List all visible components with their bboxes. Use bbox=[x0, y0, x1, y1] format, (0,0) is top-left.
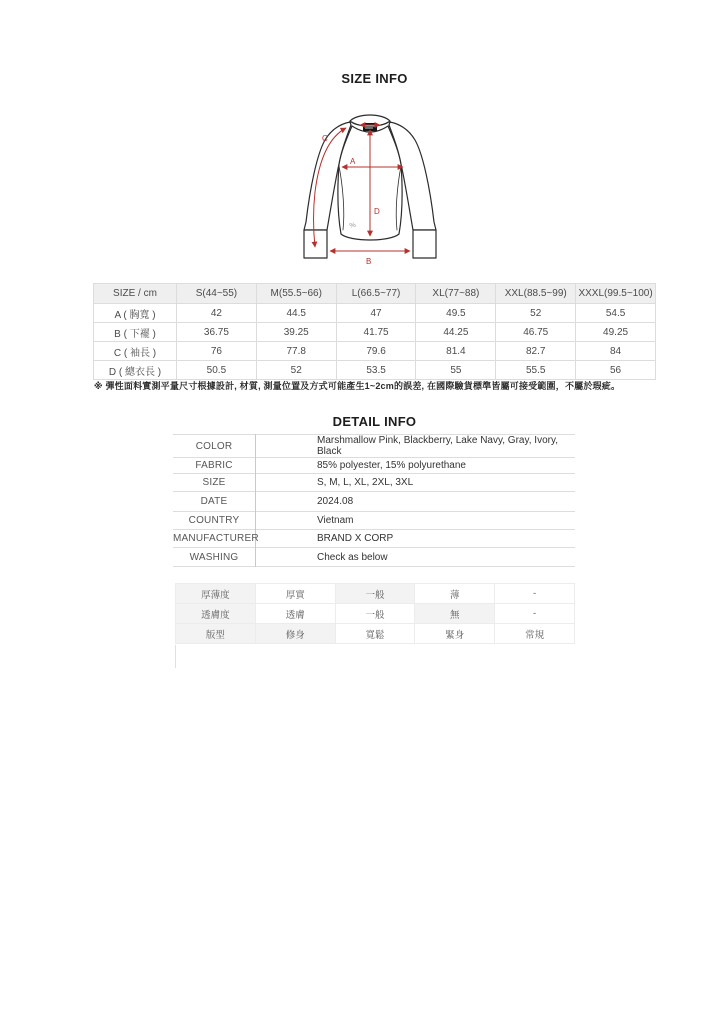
detail-label: MANUFACTURER bbox=[173, 530, 256, 548]
size-cell: 50.5 bbox=[177, 361, 257, 380]
size-cell: 82.7 bbox=[496, 342, 576, 361]
attr-option: 一般 bbox=[335, 604, 415, 624]
attr-option: 寬鬆 bbox=[335, 624, 415, 644]
collar-tag-icon bbox=[363, 123, 377, 131]
size-cell: 76 bbox=[177, 342, 257, 361]
size-table bbox=[93, 283, 656, 380]
attr-option: 透膚 bbox=[255, 604, 335, 624]
attr-option: 緊身 bbox=[415, 624, 495, 644]
attr-option-selected: 修身 bbox=[255, 624, 335, 644]
attr-option: 常規 bbox=[495, 624, 575, 644]
size-cell: 56 bbox=[576, 361, 656, 380]
size-table-header-cell: L(66.5~77) bbox=[336, 284, 416, 304]
table-row bbox=[94, 342, 656, 361]
size-table-header-cell: S(44~55) bbox=[177, 284, 257, 304]
table-row bbox=[173, 435, 575, 458]
detail-label: COLOR bbox=[173, 435, 256, 458]
table-row bbox=[176, 584, 575, 604]
label-a: A bbox=[350, 157, 356, 166]
detail-label: SIZE bbox=[173, 474, 256, 492]
detail-value: BRAND X CORP bbox=[317, 533, 394, 544]
detail-value: Check as below bbox=[317, 551, 388, 563]
size-table-header-cell: XXXL(99.5~100) bbox=[576, 284, 656, 304]
table-row bbox=[176, 604, 575, 624]
row-label: C ( 袖長 ) bbox=[94, 342, 177, 361]
detail-info-title: DETAIL INFO bbox=[332, 414, 417, 429]
size-cell: 55 bbox=[416, 361, 496, 380]
attr-label: 版型 bbox=[176, 624, 256, 644]
size-cell: 49.25 bbox=[576, 323, 656, 342]
detail-table bbox=[173, 434, 575, 567]
table-row bbox=[173, 492, 575, 512]
detail-value: 85% polyester, 15% polyurethane bbox=[317, 460, 466, 471]
detail-label: COUNTRY bbox=[173, 512, 256, 530]
detail-value: Marshmallow Pink, Blackberry, Lake Navy, Gray, Ivory, Black bbox=[317, 435, 558, 457]
size-cell: 77.8 bbox=[256, 342, 336, 361]
size-cell: 49.5 bbox=[416, 304, 496, 323]
size-cell: 81.4 bbox=[416, 342, 496, 361]
detail-label: WASHING bbox=[173, 548, 256, 567]
attr-option-selected: 一般 bbox=[335, 584, 415, 604]
size-info-title: SIZE INFO bbox=[341, 71, 408, 86]
size-table-header-cell: XXL(88.5~99) bbox=[496, 284, 576, 304]
attribute-table bbox=[175, 583, 575, 644]
attr-label: 透膚度 bbox=[176, 604, 256, 624]
size-cell: 44.25 bbox=[416, 323, 496, 342]
detail-label: DATE bbox=[173, 492, 256, 512]
row-label: A ( 胸寬 ) bbox=[94, 304, 177, 323]
attr-label: 厚薄度 bbox=[176, 584, 256, 604]
attr-option: - bbox=[495, 604, 575, 624]
detail-value: Vietnam bbox=[317, 515, 354, 526]
table-row bbox=[173, 474, 575, 492]
label-d: D bbox=[374, 207, 380, 216]
next-section-border bbox=[175, 645, 176, 668]
table-row bbox=[176, 624, 575, 644]
size-cell: 53.5 bbox=[336, 361, 416, 380]
size-cell: 41.75 bbox=[336, 323, 416, 342]
table-row bbox=[94, 361, 656, 380]
attr-option: 厚實 bbox=[255, 584, 335, 604]
label-b: B bbox=[366, 257, 372, 266]
table-row bbox=[173, 458, 575, 474]
size-table-header-row bbox=[94, 284, 656, 304]
size-cell: 44.5 bbox=[256, 304, 336, 323]
size-cell: 52 bbox=[256, 361, 336, 380]
table-row bbox=[94, 323, 656, 342]
row-label: D ( 總衣長 ) bbox=[94, 361, 177, 380]
attr-option: - bbox=[495, 584, 575, 604]
detail-value: S, M, L, XL, 2XL, 3XL bbox=[317, 477, 414, 488]
table-row bbox=[173, 530, 575, 548]
row-label: B ( 下襬 ) bbox=[94, 323, 177, 342]
size-cell: 54.5 bbox=[576, 304, 656, 323]
size-cell: 46.75 bbox=[496, 323, 576, 342]
table-row bbox=[94, 304, 656, 323]
size-table-header-cell: SIZE / cm bbox=[94, 284, 177, 304]
size-table-header-cell: M(55.5~66) bbox=[256, 284, 336, 304]
table-row bbox=[173, 548, 575, 567]
size-cell: 84 bbox=[576, 342, 656, 361]
label-c: C bbox=[322, 134, 328, 143]
attr-option: 薄 bbox=[415, 584, 495, 604]
size-cell: 36.75 bbox=[177, 323, 257, 342]
size-cell: 39.25 bbox=[256, 323, 336, 342]
size-cell: 79.6 bbox=[336, 342, 416, 361]
size-cell: 47 bbox=[336, 304, 416, 323]
garment-diagram bbox=[300, 112, 440, 270]
detail-label: FABRIC bbox=[173, 458, 256, 474]
stitch-mark: % bbox=[348, 221, 357, 230]
attr-option-selected: 無 bbox=[415, 604, 495, 624]
table-row bbox=[173, 512, 575, 530]
size-cell: 42 bbox=[177, 304, 257, 323]
size-note: ※ 彈性面料實測平量尺寸根據設計, 材質, 測量位置及方式可能產生1~2cm的誤差, 在國際驗貨標準皆屬可接受範圍，不屬於瑕疵。 bbox=[93, 381, 621, 391]
size-cell: 52 bbox=[496, 304, 576, 323]
detail-value: 2024.08 bbox=[317, 496, 354, 507]
size-cell: 55.5 bbox=[496, 361, 576, 380]
size-table-header-cell: XL(77~88) bbox=[416, 284, 496, 304]
